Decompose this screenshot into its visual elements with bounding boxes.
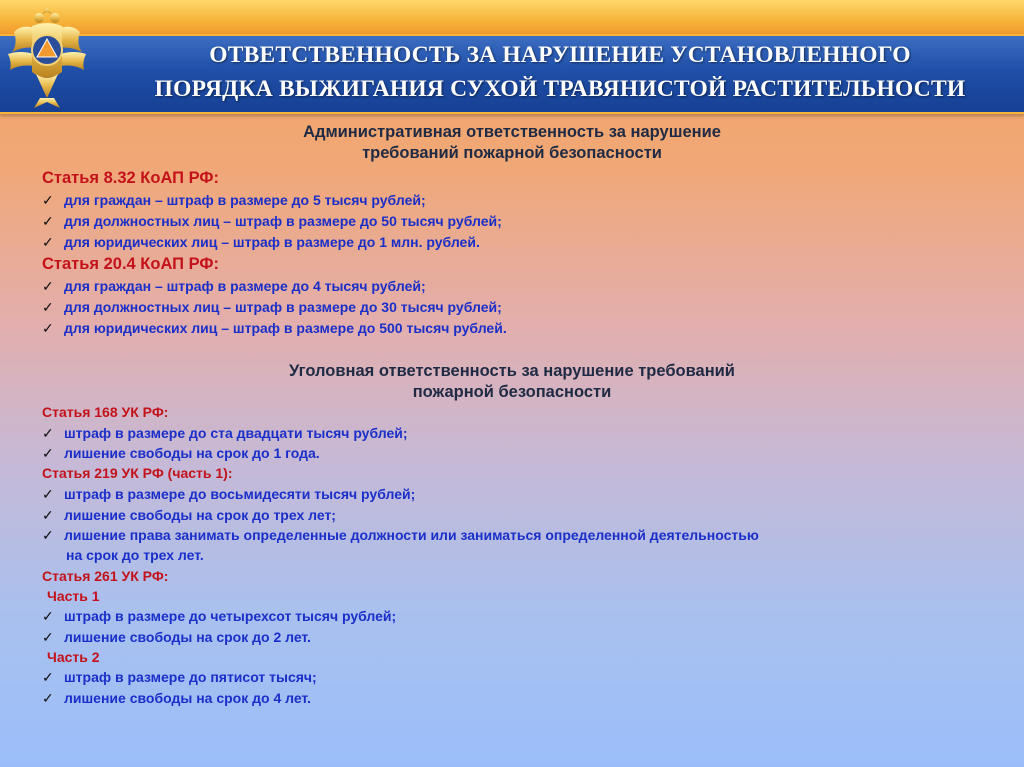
list-item bbox=[42, 192, 426, 209]
admin-heading bbox=[0, 122, 1024, 164]
page-title-line-2: ПОРЯДКА ВЫЖИГАНИЯ СУХОЙ ТРАВЯНИСТОЙ РАСТИТЕЛЬНОСТИ bbox=[154, 76, 966, 102]
check-icon: ✓ bbox=[42, 299, 54, 315]
list-item bbox=[42, 690, 311, 707]
article-title: Статья 8.32 КоАП РФ: bbox=[42, 169, 219, 187]
article-title: Статья 168 УК РФ: bbox=[42, 404, 169, 420]
list-item bbox=[42, 320, 507, 337]
page-title-line-1: ОТВЕТСТВЕННОСТЬ ЗА НАРУШЕНИЕ УСТАНОВЛЕННОГО bbox=[209, 42, 911, 68]
part-label: Часть 1 bbox=[47, 588, 100, 604]
criminal-heading-line-2: пожарной безопасности bbox=[412, 383, 612, 401]
list-item bbox=[42, 527, 759, 544]
banner-bottom-line bbox=[0, 112, 1024, 114]
list-item bbox=[42, 669, 317, 686]
list-item bbox=[42, 507, 336, 524]
check-icon: ✓ bbox=[42, 486, 54, 502]
list-item-text: для должностных лиц – штраф в размере до 50 тысяч рублей; bbox=[64, 213, 502, 229]
list-item-text: для юридических лиц – штраф в размере до 1 млн. рублей. bbox=[64, 234, 480, 250]
list-item-text: штраф в размере до четырехсот тысяч рублей; bbox=[64, 608, 397, 624]
check-icon: ✓ bbox=[42, 669, 54, 685]
list-item-text: штраф в размере до ста двадцати тысяч рублей; bbox=[64, 425, 408, 441]
list-item-text: для должностных лиц – штраф в размере до 30 тысяч рублей; bbox=[64, 299, 502, 315]
list-item bbox=[42, 299, 502, 316]
list-item bbox=[42, 445, 320, 462]
check-icon: ✓ bbox=[42, 445, 54, 461]
check-icon: ✓ bbox=[42, 213, 54, 229]
list-item-text: лишение права занимать определенные должности или заниматься определенной деятельностью bbox=[64, 527, 759, 543]
criminal-heading-line-1: Уголовная ответственность за нарушение требований bbox=[289, 362, 735, 380]
list-item bbox=[42, 608, 396, 625]
check-icon: ✓ bbox=[42, 690, 54, 706]
article-title: Статья 261 УК РФ: bbox=[42, 568, 169, 584]
check-icon: ✓ bbox=[42, 629, 54, 645]
check-icon: ✓ bbox=[42, 608, 54, 624]
article-title: Статья 219 УК РФ (часть 1): bbox=[42, 465, 233, 481]
list-item bbox=[42, 278, 426, 295]
list-item bbox=[42, 425, 408, 442]
check-icon: ✓ bbox=[42, 425, 54, 441]
list-item-text: штраф в размере до восьмидесяти тысяч рублей; bbox=[64, 486, 416, 502]
list-item-text: штраф в размере до пятисот тысяч; bbox=[64, 669, 317, 685]
list-item-text: лишение свободы на срок до 1 года. bbox=[64, 445, 320, 461]
article-title: Статья 20.4 КоАП РФ: bbox=[42, 255, 219, 273]
admin-heading-line-1: Административная ответственность за нарушение bbox=[303, 123, 721, 141]
admin-heading-line-2: требований пожарной безопасности bbox=[362, 144, 662, 162]
check-icon: ✓ bbox=[42, 192, 54, 208]
list-item-continuation: на срок до трех лет. bbox=[66, 547, 204, 563]
check-icon: ✓ bbox=[42, 234, 54, 250]
list-item-text: для граждан – штраф в размере до 5 тысяч рублей; bbox=[64, 192, 426, 208]
list-item-text: лишение свободы на срок до трех лет; bbox=[64, 507, 336, 523]
list-item-text: лишение свободы на срок до 4 лет. bbox=[64, 690, 311, 706]
emchs-emblem-icon bbox=[4, 2, 90, 114]
list-item bbox=[42, 486, 415, 503]
list-item bbox=[42, 213, 502, 230]
check-icon: ✓ bbox=[42, 527, 54, 543]
criminal-heading bbox=[0, 361, 1024, 403]
part-label: Часть 2 bbox=[47, 649, 100, 665]
list-item-text: для юридических лиц – штраф в размере до 500 тысяч рублей. bbox=[64, 320, 507, 336]
list-item bbox=[42, 234, 480, 251]
banner-top-line bbox=[0, 34, 1024, 36]
page-title bbox=[96, 38, 1024, 110]
list-item bbox=[42, 629, 311, 646]
check-icon: ✓ bbox=[42, 278, 54, 294]
list-item-text: для граждан – штраф в размере до 4 тысяч рублей; bbox=[64, 278, 426, 294]
top-stripe bbox=[0, 0, 1024, 34]
check-icon: ✓ bbox=[42, 320, 54, 336]
list-item-text: лишение свободы на срок до 2 лет. bbox=[64, 629, 311, 645]
check-icon: ✓ bbox=[42, 507, 54, 523]
